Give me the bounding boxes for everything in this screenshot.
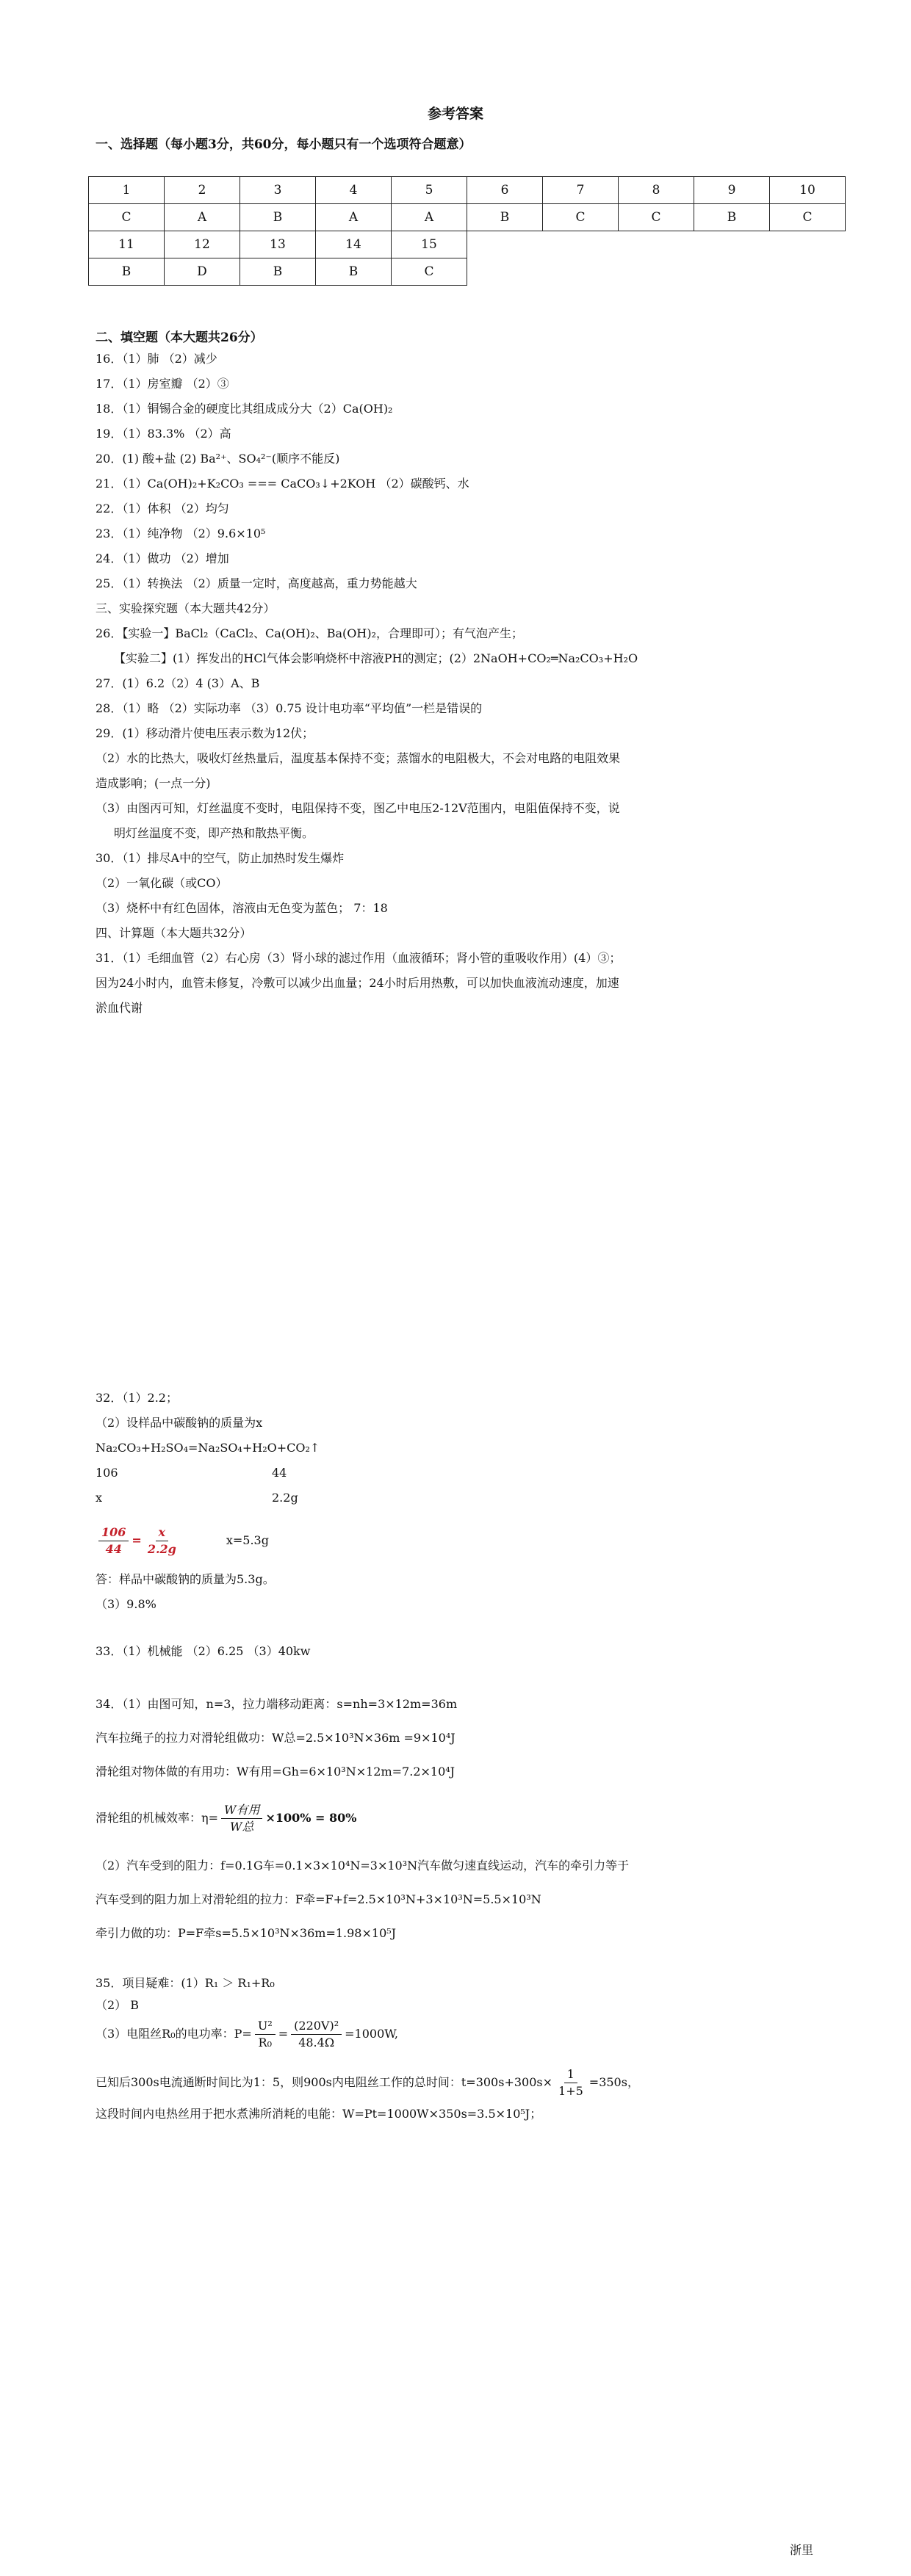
answer-line: （3）9.8% <box>96 1597 156 1611</box>
ratio-right: 2.2g <box>272 1491 298 1505</box>
answer-line: 牵引力做的功：P=F牵s=5.5×10³N×36m=1.98×10⁵J <box>96 1926 397 1940</box>
fraction: $\frac{\text{W有用}}{\text{W总}}$ <box>221 1802 262 1835</box>
answer-cell: A <box>165 204 240 231</box>
answer-cell: C <box>543 204 619 231</box>
answer-cell: B <box>694 204 770 231</box>
answer-line: 20．(1) 酸+盐 (2) Ba²⁺、SO₄²⁻(顺序不能反) <box>96 452 340 466</box>
question-number: 9 <box>694 177 770 204</box>
question-number: 8 <box>619 177 694 204</box>
answer-line: 淤血代谢 <box>96 1001 143 1015</box>
table-row <box>89 231 846 258</box>
table-row <box>89 204 846 231</box>
question-number: 10 <box>770 177 846 204</box>
answer-line: 滑轮组对物体做的有用功：W有用=Gh=6×10³N×12m=7.2×10⁴J <box>96 1765 455 1779</box>
answer-line: 33．（1）机械能 （2）6.25 （3）40kw <box>96 1644 311 1658</box>
answer-line: （3）烧杯中有红色固体，溶液由无色变为蓝色； 7：18 <box>96 901 388 915</box>
fraction: $\frac{\text{(220V)²}}{48.4\Omega}$ <box>291 2018 342 2051</box>
answer-line: 23．（1）纯净物 （2）9.6×10⁵ <box>96 527 266 540</box>
answer-line: （2）一氧化碳（或CO） <box>96 876 228 890</box>
answer-line: 26．【实验一】BaCl₂（CaCl₂、Ca(OH)₂、Ba(OH)₂，合理即可）；有气泡产生； <box>96 626 524 640</box>
answer-cell: B <box>467 204 543 231</box>
answer-cell: C <box>619 204 694 231</box>
question-number: 3 <box>240 177 316 204</box>
answer-line: （2）水的比热大，吸收灯丝热量后，温度基本保持不变；蒸馏水的电阻极大，不会对电路的电阻效果 <box>96 751 621 765</box>
empty-cell <box>467 258 846 286</box>
answer-line: （2） B <box>96 1998 140 2012</box>
question-number: 15 <box>392 231 467 258</box>
answer-line: 16．（1）肺 （2）减少 <box>96 352 217 366</box>
answer-line: （2）汽车受到的阻力：f=0.1G车=0.1×3×10⁴N=3×10³N汽车做匀速直线运动，汽车的牵引力等于 <box>96 1859 630 1873</box>
answer-line: 25．（1）转换法 （2）质量一定时，高度越高，重力势能越大 <box>96 576 417 590</box>
answer-line: 造成影响；(一点一分) <box>96 776 211 790</box>
answer-line: 19．（1）83.3% （2）高 <box>96 427 231 441</box>
ratio-right: 44 <box>272 1466 287 1480</box>
ratio-left: 106 <box>96 1466 118 1480</box>
answer-line: 32．（1）2.2； <box>96 1391 178 1405</box>
fraction: $\frac{106}{44}$ <box>98 1524 129 1557</box>
answer-line: 汽车受到的阻力加上对滑轮组的拉力：F牵=F+f=2.5×10³N+3×10³N=5.5×10³N <box>96 1892 541 1906</box>
answer-cell: C <box>89 204 165 231</box>
empty-cell <box>467 231 846 258</box>
answer-line: 21．（1）Ca(OH)₂+K₂CO₃ === CaCO₃↓+2KOH （2）碳酸钙、水 <box>96 477 469 491</box>
time-formula: 已知后300s电流通断时间比为1：5，则900s内电阻丝工作的总时间：t=300s+300s× $\frac{1}{1+5}$ =350s， <box>96 2066 639 2098</box>
answer-cell: B <box>240 204 316 231</box>
question-number: 11 <box>89 231 165 258</box>
answer-line: 这段时间内电热丝用于把水煮沸所消耗的电能：W=Pt=1000W×350s=3.5×10⁵J； <box>96 2107 542 2121</box>
fraction: $\frac{1}{1+5}$ <box>558 2066 583 2098</box>
answer-cell: D <box>165 258 240 286</box>
answer-cell: C <box>392 258 467 286</box>
fraction: $\frac{\text{U²}}{\text{R₀}}$ <box>255 2018 276 2051</box>
power-formula: （3）电阻丝R₀的电功率：P= $\frac{\text{U²}}{\text{R₀}}$ = $\frac{\text{(220V)²}}{48.4\Omega}$ =1000W, <box>96 2018 398 2049</box>
ratio-left: x <box>96 1491 103 1505</box>
chemical-equation: Na₂CO₃+H₂SO₄=Na₂SO₄+H₂O+CO₂↑ <box>96 1441 320 1455</box>
fraction: $\frac{x}{2.2g}$ <box>147 1524 176 1556</box>
result: x=5.3g <box>226 1533 269 1547</box>
question-number: 1 <box>89 177 165 204</box>
choice-answer-table <box>88 176 846 286</box>
table-row <box>89 258 846 286</box>
answer-cell: B <box>316 258 392 286</box>
answer-line: 27．(1）6.2（2）4 (3）A、B <box>96 676 260 690</box>
answer-cell: B <box>240 258 316 286</box>
answer-line: 24．（1）做功 （2）增加 <box>96 551 229 565</box>
answer-line: 30．（1）排尽A中的空气，防止加热时发生爆炸 <box>96 851 345 865</box>
section-experiment-heading: 三、实验探究题（本大题共42分） <box>96 601 276 615</box>
answer-line: 答：样品中碳酸钠的质量为5.3g。 <box>96 1572 275 1586</box>
proportion-equation: $\frac{106}{44}$ = $\frac{x}{2.2g}$ x=5.3g <box>96 1520 269 1561</box>
question-number: 14 <box>316 231 392 258</box>
question-number: 6 <box>467 177 543 204</box>
page-title: 参考答案 <box>427 106 483 122</box>
answer-cell: C <box>770 204 846 231</box>
section-choice-heading: 一、选择题（每小题3分，共60分，每小题只有一个选项符合题意） <box>96 137 472 152</box>
answer-line: 31．（1）毛细血管（2）右心房（3）肾小球的滤过作用（血液循环；肾小管的重吸收作用）(4）③； <box>96 951 622 965</box>
answer-line: 明灯丝温度不变，即产热和散热平衡。 <box>114 826 314 840</box>
answer-line: 18．（1）铜锡合金的硬度比其组成成分大（2）Ca(OH)₂ <box>96 402 393 416</box>
answer-line: 35．项目疑难：(1）R₁ ＞ R₁+R₀ <box>96 1976 275 1990</box>
answer-cell: B <box>89 258 165 286</box>
answer-line: 【实验二】(1）挥发出的HCl气体会影响烧杯中溶液PH的测定；(2）2NaOH+CO₂═Na₂CO₃+H₂O <box>114 651 638 665</box>
table-row <box>89 177 846 204</box>
answer-line: 34．（1）由图可知，n=3，拉力端移动距离：s=nh=3×12m=36m <box>96 1697 458 1711</box>
answer-line: （3）由图丙可知，灯丝温度不变时，电阻保持不变，图乙中电压2-12V范围内，电阻值保持不变，说 <box>96 801 620 815</box>
answer-cell: A <box>316 204 392 231</box>
question-number: 7 <box>543 177 619 204</box>
answer-line: 17．（1）房室瓣 （2）③ <box>96 377 229 391</box>
section-calc-heading: 四、计算题（本大题共32分） <box>96 926 252 940</box>
question-number: 4 <box>316 177 392 204</box>
footer-mark: 浙里 <box>790 2543 814 2557</box>
answer-line: （2）设样品中碳酸钠的质量为x <box>96 1416 263 1430</box>
section-fill-heading: 二、填空题（本大题共26分） <box>96 330 263 345</box>
question-number: 13 <box>240 231 316 258</box>
efficiency-formula: 滑轮组的机械效率：η= $\frac{\text{W有用}}{\text{W总}}$ ×100% = 80% <box>96 1802 357 1834</box>
answer-line: 因为24小时内，血管未修复，冷敷可以减少出血量；24小时后用热敷，可以加快血液流动速度，加速 <box>96 976 619 990</box>
answer-line: 28．（1）略 （2）实际功率 （3）0.75 设计电功率“平均值”一栏是错误的 <box>96 701 483 715</box>
answer-line: 汽车拉绳子的拉力对滑轮组做功：W总=2.5×10³N×36m =9×10⁴J <box>96 1731 455 1745</box>
answer-line: 22．（1）体积 （2）均匀 <box>96 502 229 515</box>
question-number: 2 <box>165 177 240 204</box>
answer-line: 29．(1）移动滑片使电压表示数为12伏； <box>96 726 314 740</box>
question-number: 5 <box>392 177 467 204</box>
question-number: 12 <box>165 231 240 258</box>
answer-cell: A <box>392 204 467 231</box>
